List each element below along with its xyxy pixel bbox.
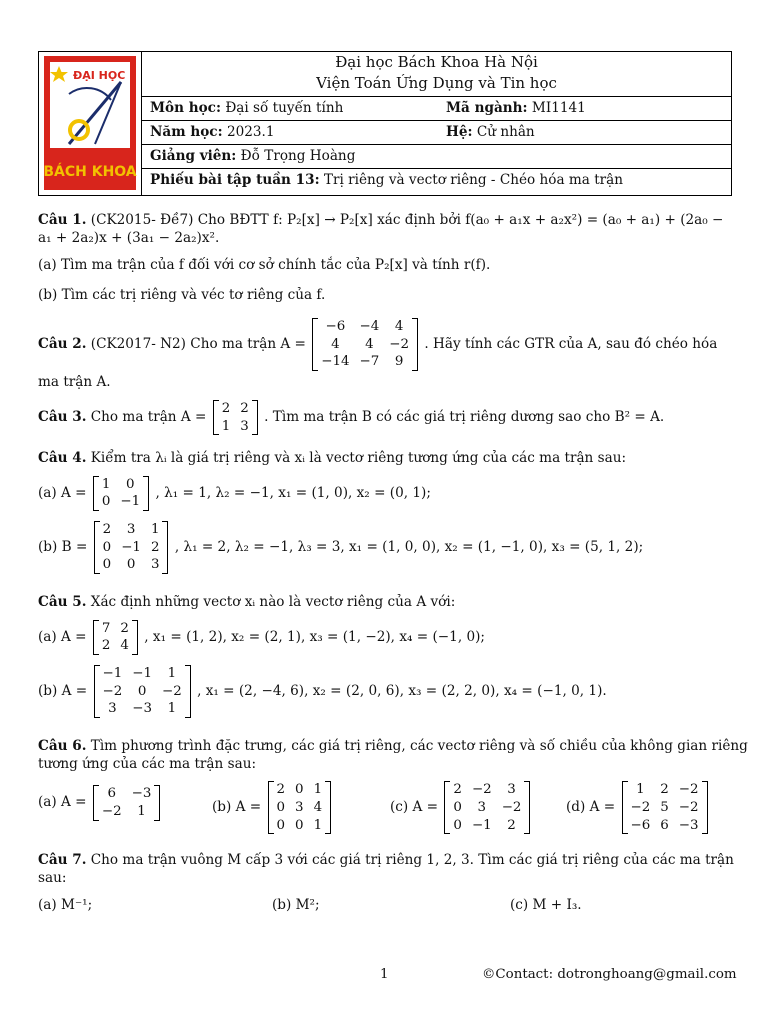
q2-matrix (312, 318, 418, 371)
q6-b-pre: (b) A = (212, 799, 262, 816)
matrix-cell: 6 (107, 786, 117, 802)
matrix-cell: 0 (102, 539, 112, 555)
matrix-cell: 0 (453, 817, 462, 833)
matrix-cell: 7 (101, 620, 111, 636)
q7-part-a: (a) M⁻¹; (38, 897, 93, 914)
q6-d-pre: (d) A = (566, 799, 616, 816)
matrix-cell: 2 (150, 539, 160, 555)
matrix-cell: −2 (630, 800, 651, 816)
system-label: Hệ: (446, 124, 473, 141)
matrix-cell: 1 (167, 701, 177, 717)
matrix-cell: 2 (101, 638, 111, 654)
q6-c-pre: (c) A = (390, 799, 439, 816)
logo-text-top: ĐẠI HỌC (73, 69, 126, 82)
matrix-cell: 0 (137, 683, 147, 699)
matrix-cell: −1 (102, 666, 123, 682)
q6-c-matrix (444, 781, 530, 834)
q7-part-c: (c) M + I₃. (510, 897, 582, 914)
matrix-cell: 2 (240, 401, 249, 416)
matrix-cell: −3 (678, 817, 699, 833)
matrix-cell: 0 (453, 800, 462, 816)
matrix-cell: 3 (126, 522, 136, 538)
q6-label: Câu 6. (38, 738, 87, 754)
matrix-cell: 4 (394, 319, 404, 334)
page-number: 1 (380, 967, 389, 982)
question-1 (38, 212, 732, 305)
q5-b-pre: (b) A = (38, 683, 88, 700)
matrix-cell: 0 (126, 476, 135, 492)
year-row (142, 120, 731, 145)
lecturer-value: Đỗ Trọng Hoàng (240, 148, 356, 165)
q5-a-post: , x₁ = (1, 2), x₂ = (2, 1), x₃ = (1, −2), x₄ = (−1, 0); (144, 628, 485, 645)
matrix-cell: −14 (321, 354, 350, 370)
matrix-cell: 3 (477, 800, 487, 816)
q1-line1: (CK2015- Đề7) Cho BĐTT f: P₂[x] → P₂[x] xác định bởi f(a₀ + a₁x + a₂x²) = (a₀ + a₁) + (2a₀ − (90, 212, 724, 228)
matrix-cell: 5 (660, 800, 669, 816)
matrix-cell: 0 (102, 557, 112, 573)
q6-line1: Tìm phương trình đặc trưng, các giá trị riêng, các vectơ riêng và số chiều của không gian riêng (90, 738, 748, 754)
q4-a-post: , λ₁ = 1, λ₂ = −1, x₁ = (1, 0), x₂ = (0, 1); (155, 484, 431, 501)
q4-text: Kiểm tra λᵢ là giá trị riêng và xᵢ là vectơ riêng tương ứng của các ma trận sau: (90, 450, 627, 466)
matrix-cell: 2 (276, 782, 286, 798)
code-value: MI1141 (531, 100, 586, 117)
q5-b-post: , x₁ = (2, −4, 6), x₂ = (2, 0, 6), x₃ = (2, 2, 0), x₄ = (−1, 0, 1). (197, 683, 607, 700)
matrix-cell: −2 (101, 804, 122, 820)
matrix-cell: 2 (660, 782, 669, 798)
question-3 (38, 400, 732, 435)
system-value: Cử nhân (476, 124, 535, 141)
matrix-cell: 1 (221, 418, 231, 434)
matrix-cell: −3 (131, 786, 152, 802)
q5-b-matrix (94, 665, 191, 718)
matrix-cell: 2 (102, 522, 112, 538)
q4-b-matrix (94, 521, 169, 574)
q7-line2: sau: (38, 869, 67, 886)
course-row (142, 96, 731, 121)
q5-a-pre: (a) A = (38, 628, 87, 645)
institute-name: Viện Toán Ứng Dụng và Tin học (316, 74, 557, 92)
q5-label: Câu 5. (38, 594, 87, 610)
q6-a-matrix (93, 785, 161, 820)
q7-line1: Cho ma trận vuông M cấp 3 với các giá trị riêng 1, 2, 3. Tìm các giá trị riêng của các ma trận (90, 852, 734, 868)
sheet-label: Phiếu bài tập tuần 13: (150, 172, 320, 189)
matrix-cell: 0 (276, 817, 286, 833)
sheet-row (142, 168, 731, 193)
q2-line2: ma trận A. (38, 374, 111, 391)
q1-part-a: (a) Tìm ma trận của f đối với cơ sở chính tắc của P₂[x] và tính r(f). (38, 257, 491, 274)
matrix-cell: 1 (313, 817, 323, 833)
matrix-cell: 1 (313, 782, 323, 798)
matrix-cell: 0 (126, 557, 136, 573)
q1-part-b: (b) Tìm các trị riêng và véc tơ riêng của f. (38, 287, 326, 304)
q4-b-post: , λ₁ = 2, λ₂ = −1, λ₃ = 3, x₁ = (1, 0, 0), x₂ = (1, −1, 0), x₃ = (5, 1, 2); (174, 539, 644, 556)
matrix-cell: 1 (101, 476, 111, 492)
matrix-cell: −1 (121, 539, 141, 555)
question-5 (38, 594, 732, 718)
matrix-cell: −3 (132, 701, 152, 717)
q3-pre: Cho ma trận A = (90, 409, 207, 426)
matrix-cell: 6 (660, 817, 669, 833)
lecturer-row (142, 144, 731, 169)
q1-label: Câu 1. (38, 212, 87, 228)
q2-pre: (CK2017- N2) Cho ma trận A = (90, 336, 306, 353)
matrix-cell: 9 (394, 354, 404, 370)
logo-text-bottom: BÁCH KHOA (43, 164, 137, 180)
matrix-cell: −4 (359, 319, 380, 334)
matrix-cell: 4 (331, 336, 340, 352)
matrix-cell: 1 (137, 804, 146, 820)
matrix-cell: −2 (678, 800, 699, 816)
matrix-cell: −1 (132, 666, 152, 682)
q7-label: Câu 7. (38, 852, 87, 868)
question-4 (38, 450, 732, 574)
q2-post: . Hãy tính các GTR của A, sau đó chéo hóa (424, 336, 718, 353)
q6-b-matrix (268, 781, 332, 834)
q6-d-matrix (622, 781, 708, 834)
matrix-cell: 4 (120, 638, 129, 654)
question-7 (38, 852, 732, 917)
q7-part-b: (b) M²; (272, 897, 320, 914)
matrix-cell: 3 (150, 557, 160, 573)
matrix-cell: 2 (221, 401, 231, 416)
matrix-cell: −2 (678, 782, 699, 798)
course-value: Đại số tuyến tính (225, 100, 344, 117)
matrix-cell: −2 (102, 683, 123, 699)
matrix-cell: 1 (167, 666, 177, 682)
matrix-cell: −2 (389, 336, 410, 352)
matrix-cell: 0 (295, 817, 304, 833)
q4-a-matrix (93, 476, 149, 511)
matrix-cell: 2 (120, 620, 129, 636)
matrix-cell: 0 (276, 800, 286, 816)
q6-line2: tương ứng của các ma trận sau: (38, 755, 257, 772)
q2-label: Câu 2. (38, 336, 87, 353)
contact-email: ©Contact: dotronghoang@gmail.com (482, 967, 737, 982)
university-name: Đại học Bách Khoa Hà Nội (335, 53, 538, 71)
q3-post: . Tìm ma trận B có các giá trị riêng dương sao cho B² = A. (264, 409, 665, 426)
matrix-cell: −6 (630, 817, 651, 833)
q5-a-matrix (93, 620, 138, 655)
matrix-cell: 2 (507, 817, 516, 833)
question-6 (38, 738, 748, 839)
question-2 (38, 318, 732, 392)
q3-label: Câu 3. (38, 409, 87, 426)
q4-b-pre: (b) B = (38, 539, 88, 556)
matrix-cell: 1 (636, 782, 645, 798)
matrix-cell: 3 (295, 800, 304, 816)
matrix-cell: −2 (162, 683, 182, 699)
matrix-cell: −1 (120, 494, 141, 510)
matrix-cell: 0 (295, 782, 304, 798)
sheet-value: Trị riêng và vectơ riêng - Chéo hóa ma trận (323, 172, 624, 189)
code-label: Mã ngành: (446, 100, 528, 117)
q5-text: Xác định những vectơ xᵢ nào là vectơ riêng của A với: (90, 594, 456, 610)
q3-matrix (213, 400, 258, 435)
header-box (38, 51, 732, 196)
matrix-cell: 3 (108, 701, 117, 717)
q1-line2: a₁ + 2a₂)x + (3a₁ − 2a₂)x². (38, 229, 220, 246)
matrix-cell: −6 (325, 319, 346, 334)
matrix-cell: 4 (365, 336, 374, 352)
matrix-cell: −1 (471, 817, 492, 833)
q4-label: Câu 4. (38, 450, 87, 466)
matrix-cell: −2 (501, 800, 522, 816)
matrix-cell: 0 (101, 494, 111, 510)
q6-a-pre: (a) A = (38, 794, 87, 811)
matrix-cell: −7 (359, 354, 380, 370)
lecturer-label: Giảng viên: (150, 148, 237, 165)
year-value: 2023.1 (226, 124, 275, 141)
matrix-cell: 4 (313, 800, 323, 816)
matrix-cell: 3 (507, 782, 516, 798)
course-label: Môn học: (150, 100, 221, 117)
matrix-cell: −2 (471, 782, 492, 798)
matrix-cell: 3 (240, 418, 249, 434)
matrix-cell: 2 (453, 782, 462, 798)
university-logo (39, 52, 142, 195)
q4-a-pre: (a) A = (38, 484, 87, 501)
matrix-cell: 1 (150, 522, 160, 538)
year-label: Năm học: (150, 124, 223, 141)
